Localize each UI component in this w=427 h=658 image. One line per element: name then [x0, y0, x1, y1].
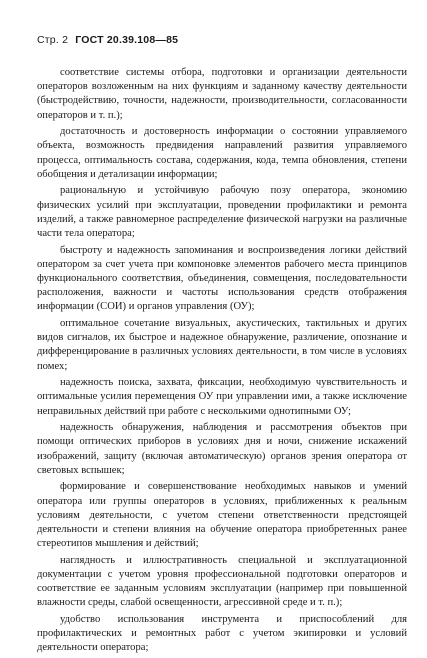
paragraph-3: рациональную и устойчивую рабочую позу оператора, экономию физических усилий при эксплуатации, проведении профилактики и ремонта изделий, а также равномерное распределение физической нагрузки на различные части тела оператора; [37, 185, 407, 240]
paragraph-10: удобство использования инструмента и приспособлений для профилактических и ремонтных работ с учетом экипировки и условий деятельности оператора; [37, 614, 407, 654]
paragraph-1: соответствие системы отбора, подготовки и организации деятельности операторов возложенным на них функциям и заданному качеству деятельности (быстродействию, точности, надежности, производительности, согласованности операторов и т. п.); [37, 67, 407, 121]
paragraph-6: надежность поиска, захвата, фиксации, необходимую чувствительность и оптимальные усилия перемещения ОУ при управлении ими, а также исключение неправильных действий при работе с несколькими однотипными ОУ; [37, 377, 407, 417]
paragraph-8: формирование и совершенствование необходимых навыков и умений оператора или группы операторов в условиях, приближенных к реальным условиям деятельности, с учетом степени ответственности предстоящей деятельности и степени влияния на обучение оператора приобретенных ранее стереотипов мышления и действий; [37, 481, 407, 550]
page-header [37, 34, 178, 46]
standard-designation: ГОСТ 20.39.108—85 [75, 34, 179, 46]
paragraph-7: надежность обнаружения, наблюдения и рассмотрения объектов при помощи оптических приборов в условиях дня и ночи, снижение искажений изображений, защиту (включая автоматическую) органов зрения оператора от световых вспышек; [37, 422, 407, 476]
page-number-label: Стр. 2 [37, 34, 69, 46]
paragraph-2: достаточность и достоверность информации о состоянии управляемого объекта, возможность предвидения направлений развития управляемого процесса, оптимальность состава, содержания, кода, темпа обновления, степени обобщения и детализации информации; [37, 126, 407, 180]
document-body [37, 66, 407, 658]
paragraph-5: оптимальное сочетание визуальных, акустических, тактильных и других видов сигналов, их быстрое и надежное обнаружение, различение, опознание и дифференцирование в различных условиях деятельности, в том числе в условиях помех; [37, 318, 407, 372]
paragraph-9: наглядность и иллюстративность специальной и эксплуатационной документации с учетом уровня профессиональной подготовки операторов и соответствие ее заданным условиям эксплуатации (например при повышенной влажности среды, слабой освещенности, агрессивной среде и т. п.); [37, 554, 407, 609]
paragraph-4: быстроту и надежность запоминания и воспроизведения логики действий оператором за счет учета при компоновке элементов рабочего места принципов функционального соответствия, объединения, совмещения, последовательности расположения, важности и частоты использования средств отображения информации (СОИ) и органов управления (ОУ); [37, 244, 407, 313]
